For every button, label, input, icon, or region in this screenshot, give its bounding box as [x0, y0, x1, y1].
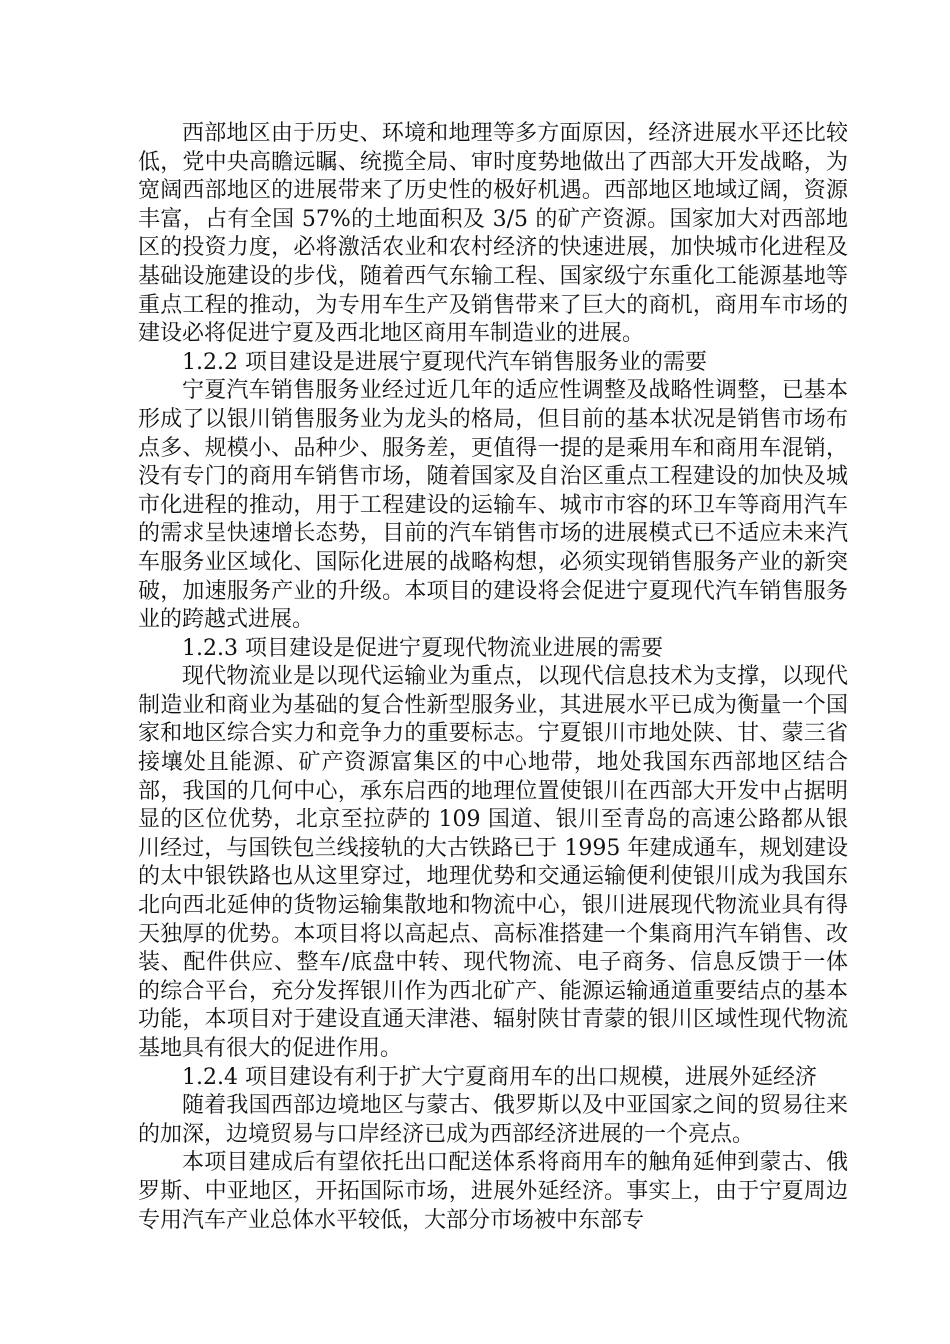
section-heading-1-2-2: 1.2.2 项目建设是进展宁夏现代汽车销售服务业的需要	[182, 349, 707, 375]
paragraph-border-trade: 随着我国西部边境地区与蒙古、俄罗斯以及中亚国家之间的贸易往来的加深，边境贸易与口岸经济已成为西部经济进展的一个亮点。	[138, 1093, 848, 1147]
section-heading-1-2-4: 1.2.4 项目建设有利于扩大宁夏商用车的出口规模，进展外延经济	[182, 1064, 817, 1090]
paragraph-modern-logistics: 现代物流业是以现代运输业为重点，以现代信息技术为支撑，以现代制造业和商业为基础的复合性新型服务业，其进展水平已成为衡量一个国家和地区综合实力和竞争力的重要标志。宁夏银川市地处陕、甘、蒙三省接壤处且能源、矿产资源富集区的中心地带，地处我国东西部地区结合部，我国的几何中心，承东启西的地理位置使银川在西部大开发中占据明显的区位优势，北京至拉萨的 109 国道、银川至青岛的高速公路都从银川经过，与国铁包兰线接轨的大古铁路已于 1995 年建成通车，规划建设的太中银铁路也从这里穿过，地理优势和交通运输便利使银川成为我国东北向西北延伸的货物运输集散地和物流中心，银川进展现代物流业具有得天独厚的优势。本项目将以高起点、高标准搭建一个集商用汽车销售、改装、配件供应、整车/底盘中转、现代物流、电子商务、信息反馈于一体的综合平台，充分发挥银川作为西北矿产、能源运输通道重要结点的基本功能，本项目对于建设直通天津港、辐射陕甘青蒙的银川区域性现代物流基地具有很大的促进作用。	[138, 664, 848, 1061]
paragraph-western-development: 西部地区由于历史、环境和地理等多方面原因，经济进展水平还比较低，党中央高瞻远瞩、统揽全局、审时度势地做出了西部大开发战略，为宽阔西部地区的进展带来了历史性的极好机遇。西部地区地域辽阔，资源丰富，占有全国 57%的土地面积及 3/5 的矿产资源。国家加大对西部地区的投资力度，必将激活农业和农村经济的快速进展，加快城市化进程及基础设施建设的步伐，随着西气东输工程、国家级宁东重化工能源基地等重点工程的推动，为专用车生产及销售带来了巨大的商机，商用车市场的建设必将促进宁夏及西北地区商用车制造业的进展。	[138, 121, 848, 347]
section-heading-1-2-3: 1.2.3 项目建设是促进宁夏现代物流业进展的需要	[182, 635, 663, 661]
document-page	[138, 120, 848, 1235]
paragraph-auto-sales-service: 宁夏汽车销售服务业经过近几年的适应性调整及战略性调整，已基本形成了以银川销售服务业为龙头的格局，但目前的基本状况是销售市场布点多、规模小、品种少、服务差，更值得一提的是乘用车和商用车混销，没有专门的商用车销售市场，随着国家及自治区重点工程建设的加快及城市化进程的推动，用于工程建设的运输车、城市市容的环卫车等商用汽车的需求呈快速增长态势，目前的汽车销售市场的进展模式已不适应未来汽车服务业区域化、国际化进展的战略构想，必须实现销售服务产业的新突破，加速服务产业的升级。本项目的建设将会促进宁夏现代汽车销售服务业的跨越式进展。	[138, 378, 848, 633]
paragraph-export-expansion: 本项目建成后有望依托出口配送体系将商用车的触角延伸到蒙古、俄罗斯、中亚地区，开拓国际市场，进展外延经济。事实上，由于宁夏周边专用汽车产业总体水平较低，大部分市场被中东部专	[138, 1150, 848, 1233]
